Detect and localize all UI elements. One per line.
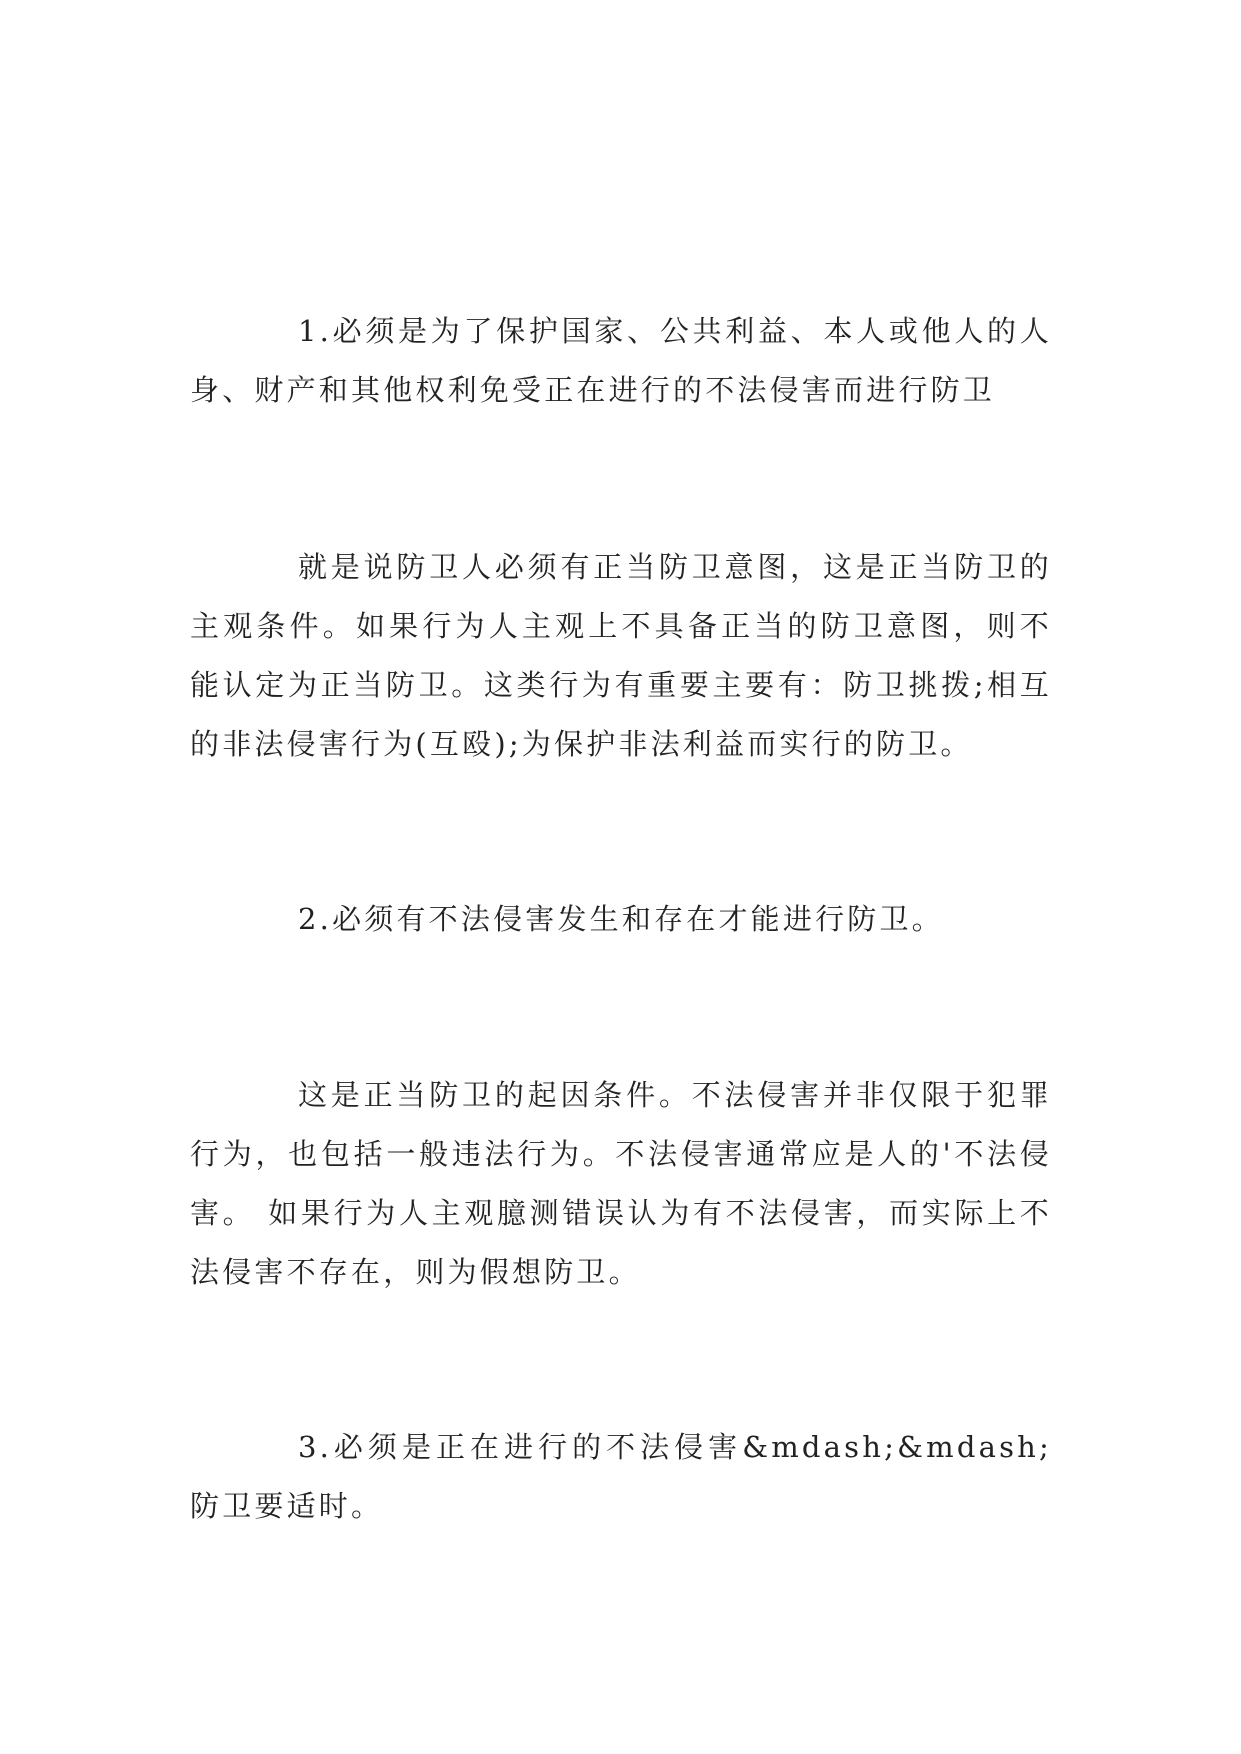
paragraph-condition-2: 2.必须有不法侵害发生和存在才能进行防卫。: [298, 902, 944, 936]
paragraph-condition-3: 3.必须是正在进行的不法侵害&mdash;&mdash;防卫要适时。: [190, 1430, 1052, 1523]
paragraph-explanation-1: 就是说防卫人必须有正当防卫意图，这是正当防卫的主观条件。如果行为人主观上不具备正当的防卫意图，则不能认定为正当防卫。这类行为有重要主要有：防卫挑拨;相互的非法侵害行为(互殴);为保护非法利益而实行的防卫。: [190, 550, 1052, 761]
paragraph-condition-1: 1.必须是为了保护国家、公共利益、本人或他人的人身、财产和其他权利免受正在进行的不法侵害而进行防卫: [190, 314, 1052, 407]
paragraph-explanation-2: 这是正当防卫的起因条件。不法侵害并非仅限于犯罪行为，也包括一般违法行为。不法侵害通常应是人的'不法侵害。 如果行为人主观臆测错误认为有不法侵害，而实际上不法侵害不存在，则为假想防卫。: [190, 1078, 1052, 1289]
